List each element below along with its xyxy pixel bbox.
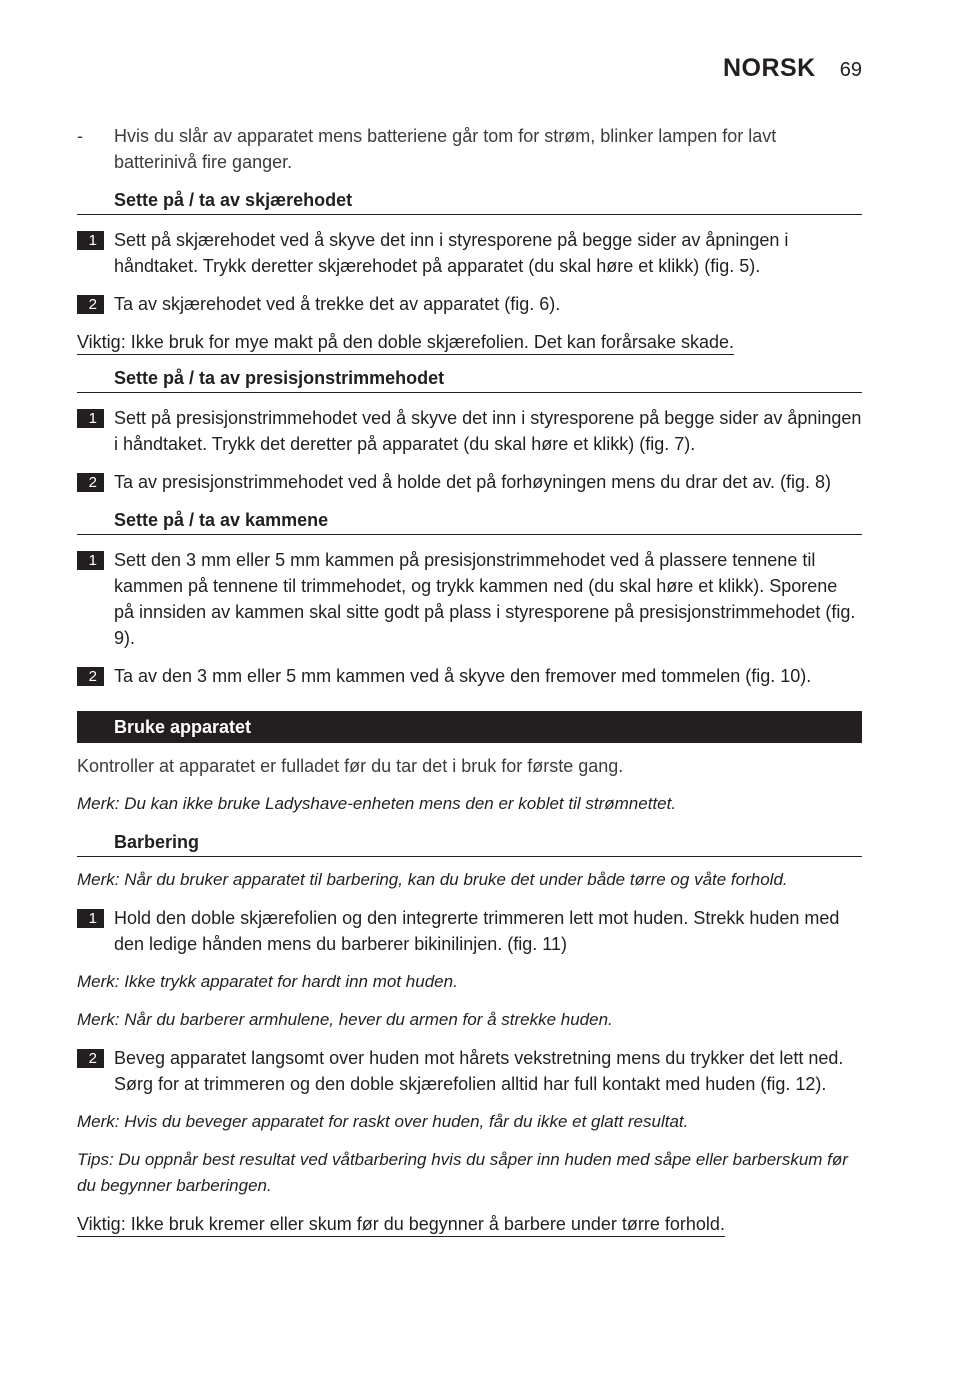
step-text: Sett på presisjonstrimmehodet ved å skyve det inn i styresporene på begge sider av åpningen i håndtaket. Trykk det deretter på apparatet (du skal høre et klikk) (fig. 7). (114, 408, 862, 454)
note-text: Merk: Når du barberer armhulene, hever du armen for å strekke huden. (77, 1010, 613, 1029)
step-item (77, 405, 862, 457)
note-text: Merk: Du kan ikke bruke Ladyshave-enheten mens den er koblet til strømnettet. (77, 794, 677, 813)
page-number: 69 (839, 59, 862, 81)
page-content (77, 123, 862, 1237)
step-item (77, 547, 862, 651)
section-heading-using-appliance: Bruke apparatet (77, 711, 862, 743)
step-number: 1 (77, 909, 104, 928)
bullet-text: Hvis du slår av apparatet mens batteriene går tom for strøm, blinker lampen for lavt batterinivå fire ganger. (114, 126, 777, 172)
step-text: Sett på skjærehodet ved å skyve det inn i styresporene på begge sider av åpningen i håndtaket. Trykk deretter skjærehodet på apparatet (du skal høre et klikk) (fig. 5). (114, 230, 789, 276)
step-number: 2 (77, 667, 104, 686)
step-item (77, 291, 862, 317)
step-number: 2 (77, 1049, 104, 1068)
step-item (77, 1045, 862, 1097)
step-number: 1 (77, 551, 104, 570)
warning-row (77, 1211, 862, 1237)
step-item (77, 227, 862, 279)
step-text: Ta av presisjonstrimmehodet ved å holde det på forhøyningen mens du drar det av. (fig. 8) (114, 472, 832, 492)
note-text: Merk: Når du bruker apparatet til barbering, kan du bruke det under både tørre og våte forhold. (77, 870, 788, 889)
step-text: Ta av den 3 mm eller 5 mm kammen ved å skyve den fremover med tommelen (fig. 10). (114, 666, 812, 686)
note-text: Merk: Ikke trykk apparatet for hardt inn mot huden. (77, 972, 458, 991)
note-text: Merk: Hvis du beveger apparatet for raskt over huden, får du ikke et glatt resultat. (77, 1112, 689, 1131)
section-heading-precision-trimmer: Sette på / ta av presisjonstrimmehodet (77, 365, 862, 393)
step-text: Hold den doble skjærefolien og den integrerte trimmeren lett mot huden. Strekk huden med den ledige hånden mens du barberer bikinilinjen. (fig. 11) (114, 908, 840, 954)
intro-bullet (77, 123, 862, 175)
section-heading-shaving-head: Sette på / ta av skjærehodet (77, 187, 862, 215)
step-number: 2 (77, 473, 104, 492)
body-text: Kontroller at apparatet er fulladet før du tar det i bruk for første gang. (77, 756, 624, 776)
step-text: Ta av skjærehodet ved å trekke det av apparatet (fig. 6). (114, 294, 561, 314)
step-item (77, 905, 862, 957)
step-item (77, 663, 862, 689)
step-text: Sett den 3 mm eller 5 mm kammen på presisjonstrimmehodet ved å plassere tennene til kammen på tennene til trimmehodet, og trykk kammen ned (du skal høre et klikk). Sporene på innsiden av kammen skal sitte godt på plass i styresporene på presisjonstrimmehodet (fig. 9). (114, 550, 856, 648)
step-item (77, 469, 862, 495)
warning-row (77, 329, 862, 355)
tip-text: Tips: Du oppnår best resultat ved våtbarbering hvis du såper inn huden med såpe eller barberskum før du begynner barberingen. (77, 1150, 848, 1195)
bullet-dash: - (77, 126, 83, 146)
step-number: 2 (77, 295, 104, 314)
step-number: 1 (77, 409, 104, 428)
warning-text: Viktig: Ikke bruk kremer eller skum før du begynner å barbere under tørre forhold. (77, 1212, 725, 1237)
section-heading-combs: Sette på / ta av kammene (77, 507, 862, 535)
warning-text: Viktig: Ikke bruk for mye makt på den doble skjærefolien. Det kan forårsake skade. (77, 330, 734, 355)
page-header (723, 54, 862, 83)
step-number: 1 (77, 231, 104, 250)
step-text: Beveg apparatet langsomt over huden mot hårets vekstretning mens du trykker det lett ned. Sørg for at trimmeren og den doble skjærefolien alltid har full kontakt med huden (fig. 12). (114, 1048, 844, 1094)
section-heading-shaving: Barbering (77, 829, 862, 857)
language-label: NORSK (722, 54, 816, 82)
